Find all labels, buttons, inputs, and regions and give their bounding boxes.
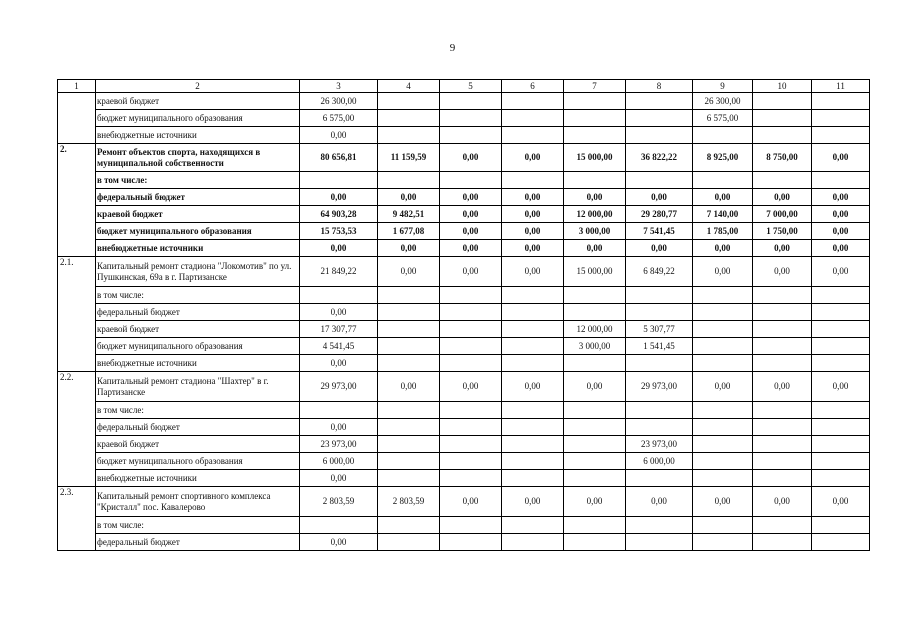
table-cell: 0,00 [564, 487, 626, 517]
table-cell [753, 172, 812, 189]
table-cell: 6 000,00 [300, 453, 378, 470]
table-cell [812, 470, 870, 487]
row-label: внебюджетные источники [96, 240, 300, 257]
table-row [58, 127, 870, 144]
table-cell: 0,00 [753, 240, 812, 257]
table-row [58, 470, 870, 487]
table-row [58, 436, 870, 453]
table-cell [378, 127, 440, 144]
row-index: 2.2. [58, 372, 96, 487]
table-row [58, 206, 870, 223]
table-cell [812, 304, 870, 321]
table-cell: 0,00 [502, 240, 564, 257]
table-row [58, 223, 870, 240]
column-header: 9 [693, 80, 753, 93]
table-cell [378, 436, 440, 453]
table-cell: 9 482,51 [378, 206, 440, 223]
row-label: краевой бюджет [96, 436, 300, 453]
row-label: бюджет муниципального образования [96, 453, 300, 470]
table-cell [753, 470, 812, 487]
table-cell: 0,00 [812, 206, 870, 223]
table-cell [502, 172, 564, 189]
row-label: краевой бюджет [96, 206, 300, 223]
table-cell [753, 321, 812, 338]
table-cell [693, 355, 753, 372]
row-label: краевой бюджет [96, 93, 300, 110]
table-cell: 0,00 [626, 189, 693, 206]
table-cell [693, 127, 753, 144]
row-label: бюджет муниципального образования [96, 110, 300, 127]
table-cell: 0,00 [812, 372, 870, 402]
table-row [58, 338, 870, 355]
table-cell [693, 470, 753, 487]
table-cell [440, 304, 502, 321]
table-cell [378, 402, 440, 419]
table-cell: 0,00 [626, 240, 693, 257]
header-row [58, 80, 870, 93]
column-header: 5 [440, 80, 502, 93]
table-cell [502, 110, 564, 127]
row-index: 2.1. [58, 257, 96, 372]
table-cell: 0,00 [300, 355, 378, 372]
table-cell [378, 419, 440, 436]
table-cell [564, 172, 626, 189]
table-cell: 64 903,28 [300, 206, 378, 223]
table-cell: 6 000,00 [626, 453, 693, 470]
table-cell [564, 419, 626, 436]
table-cell [812, 172, 870, 189]
table-cell: 0,00 [440, 257, 502, 287]
table-row [58, 321, 870, 338]
table-cell: 0,00 [378, 240, 440, 257]
table-cell: 36 822,22 [626, 144, 693, 172]
table-cell [300, 172, 378, 189]
table-cell: 23 973,00 [626, 436, 693, 453]
table-cell: 0,00 [564, 372, 626, 402]
table-cell: 0,00 [564, 240, 626, 257]
table-cell: 0,00 [812, 223, 870, 240]
row-label: Капитальный ремонт стадиона "Локомотив" по ул. Пушкинская, 69а в г. Партизанске [96, 257, 300, 287]
row-index: 2. [58, 144, 96, 257]
table-cell: 1 750,00 [753, 223, 812, 240]
table-cell [693, 534, 753, 551]
table-cell: 29 973,00 [300, 372, 378, 402]
table-cell: 6 849,22 [626, 257, 693, 287]
table-cell: 0,00 [378, 189, 440, 206]
table-cell [693, 402, 753, 419]
table-cell: 0,00 [693, 189, 753, 206]
table-cell: 0,00 [502, 223, 564, 240]
column-header: 6 [502, 80, 564, 93]
table-row [58, 240, 870, 257]
table-cell: 0,00 [753, 189, 812, 206]
table-cell [693, 436, 753, 453]
table-cell [626, 287, 693, 304]
table-cell: 0,00 [693, 372, 753, 402]
table-cell [440, 453, 502, 470]
row-index [58, 93, 96, 144]
table-cell [440, 287, 502, 304]
table-row [58, 453, 870, 470]
table-cell [693, 321, 753, 338]
table-cell: 0,00 [300, 534, 378, 551]
table-cell: 5 307,77 [626, 321, 693, 338]
table-cell [753, 304, 812, 321]
column-header: 2 [96, 80, 300, 93]
table-cell: 29 280,77 [626, 206, 693, 223]
table-cell [564, 453, 626, 470]
table-cell [693, 338, 753, 355]
row-label: внебюджетные источники [96, 470, 300, 487]
table-cell [502, 419, 564, 436]
table-cell: 7 541,45 [626, 223, 693, 240]
table-cell [440, 127, 502, 144]
column-header: 10 [753, 80, 812, 93]
table-row [58, 419, 870, 436]
table-cell [502, 436, 564, 453]
row-label: внебюджетные источники [96, 355, 300, 372]
table-cell: 0,00 [693, 240, 753, 257]
table-cell: 0,00 [300, 240, 378, 257]
table-cell: 0,00 [502, 206, 564, 223]
table-cell [502, 534, 564, 551]
table-cell [564, 304, 626, 321]
table-row [58, 93, 870, 110]
table-cell [300, 402, 378, 419]
table-cell: 0,00 [300, 189, 378, 206]
table-cell [626, 172, 693, 189]
table-cell: 0,00 [812, 487, 870, 517]
table-cell: 0,00 [626, 487, 693, 517]
table-cell: 0,00 [440, 487, 502, 517]
table-cell [378, 304, 440, 321]
table-cell [812, 127, 870, 144]
table-cell [502, 287, 564, 304]
table-cell [626, 470, 693, 487]
table-cell [753, 355, 812, 372]
table-cell [753, 287, 812, 304]
table-cell [812, 436, 870, 453]
table-cell: 15 753,53 [300, 223, 378, 240]
table-cell [502, 402, 564, 419]
table-cell [502, 355, 564, 372]
table-cell: 15 000,00 [564, 144, 626, 172]
table-cell [502, 338, 564, 355]
table-cell [440, 470, 502, 487]
table-cell [626, 110, 693, 127]
table-cell: 0,00 [440, 206, 502, 223]
table-cell: 1 541,45 [626, 338, 693, 355]
table-cell: 0,00 [502, 487, 564, 517]
table-cell: 0,00 [440, 240, 502, 257]
table-cell [440, 355, 502, 372]
table-cell: 3 000,00 [564, 223, 626, 240]
table-cell: 17 307,77 [300, 321, 378, 338]
table-cell [626, 127, 693, 144]
table-cell: 4 541,45 [300, 338, 378, 355]
table-cell [502, 93, 564, 110]
table-cell [812, 287, 870, 304]
column-header: 7 [564, 80, 626, 93]
table-cell: 0,00 [693, 487, 753, 517]
table-cell: 0,00 [502, 372, 564, 402]
table-cell: 0,00 [502, 144, 564, 172]
table-cell: 3 000,00 [564, 338, 626, 355]
table-cell [440, 419, 502, 436]
row-index: 2.3. [58, 487, 96, 551]
table-cell [440, 321, 502, 338]
table-cell [440, 436, 502, 453]
table-cell [378, 93, 440, 110]
table-cell [753, 534, 812, 551]
table-cell: 0,00 [440, 372, 502, 402]
table-cell: 11 159,59 [378, 144, 440, 172]
table-cell [626, 402, 693, 419]
table-cell: 0,00 [300, 127, 378, 144]
table-row [58, 257, 870, 287]
table-row [58, 355, 870, 372]
table-cell: 80 656,81 [300, 144, 378, 172]
column-header: 8 [626, 80, 693, 93]
row-label: федеральный бюджет [96, 419, 300, 436]
table-cell [812, 93, 870, 110]
table-cell [693, 517, 753, 534]
table-cell [693, 304, 753, 321]
table-cell: 1 677,08 [378, 223, 440, 240]
row-label: Ремонт объектов спорта, находящихся в муниципальной собственности [96, 144, 300, 172]
table-cell [753, 93, 812, 110]
table-cell: 23 973,00 [300, 436, 378, 453]
row-label: в том числе: [96, 172, 300, 189]
table-cell [564, 470, 626, 487]
table-row [58, 517, 870, 534]
table-row [58, 189, 870, 206]
table-cell [502, 453, 564, 470]
table-cell: 6 575,00 [693, 110, 753, 127]
table-cell: 29 973,00 [626, 372, 693, 402]
row-label: бюджет муниципального образования [96, 223, 300, 240]
table-cell: 0,00 [440, 189, 502, 206]
table-cell [812, 517, 870, 534]
table-cell [626, 355, 693, 372]
table-cell [378, 287, 440, 304]
table-cell [502, 470, 564, 487]
table-cell: 7 140,00 [693, 206, 753, 223]
table-cell [440, 110, 502, 127]
table-cell: 0,00 [812, 257, 870, 287]
table-cell [812, 110, 870, 127]
table-cell [693, 453, 753, 470]
column-header: 1 [58, 80, 96, 93]
table-cell [378, 338, 440, 355]
row-label: федеральный бюджет [96, 304, 300, 321]
table-cell [564, 110, 626, 127]
table-cell: 7 000,00 [753, 206, 812, 223]
table-cell [300, 517, 378, 534]
table-cell [753, 419, 812, 436]
table-cell: 0,00 [440, 223, 502, 240]
row-label: федеральный бюджет [96, 534, 300, 551]
table-cell [378, 534, 440, 551]
table-cell: 8 750,00 [753, 144, 812, 172]
row-label: Капитальный ремонт спортивного комплекса "Кристалл" пос. Кавалерово [96, 487, 300, 517]
table-cell: 2 803,59 [378, 487, 440, 517]
table-cell [812, 419, 870, 436]
table-cell [564, 127, 626, 144]
table-cell: 12 000,00 [564, 321, 626, 338]
table-cell [378, 470, 440, 487]
table-cell [564, 517, 626, 534]
column-header: 3 [300, 80, 378, 93]
row-label: внебюджетные источники [96, 127, 300, 144]
table-cell [378, 172, 440, 189]
table-cell: 0,00 [812, 144, 870, 172]
table-cell [440, 338, 502, 355]
table-cell: 0,00 [753, 372, 812, 402]
table-cell: 0,00 [812, 189, 870, 206]
table-cell: 0,00 [378, 257, 440, 287]
table-cell [626, 304, 693, 321]
table-cell: 0,00 [440, 144, 502, 172]
table-cell: 0,00 [753, 257, 812, 287]
table-cell [440, 93, 502, 110]
table-cell: 0,00 [812, 240, 870, 257]
table-cell [753, 453, 812, 470]
table-cell: 26 300,00 [300, 93, 378, 110]
row-label: в том числе: [96, 402, 300, 419]
table-cell [626, 419, 693, 436]
table-cell [502, 127, 564, 144]
table-cell: 0,00 [693, 257, 753, 287]
table-cell: 1 785,00 [693, 223, 753, 240]
table-cell [564, 93, 626, 110]
table-cell [564, 287, 626, 304]
table-cell [440, 172, 502, 189]
table-cell [753, 110, 812, 127]
table-row [58, 372, 870, 402]
table-row [58, 144, 870, 172]
table-cell [626, 517, 693, 534]
row-label: в том числе: [96, 517, 300, 534]
table-cell [502, 517, 564, 534]
table-cell [753, 402, 812, 419]
table-cell [812, 321, 870, 338]
table-cell [626, 534, 693, 551]
table-cell [753, 338, 812, 355]
table-cell: 2 803,59 [300, 487, 378, 517]
table-cell [812, 534, 870, 551]
table-cell [378, 321, 440, 338]
table-cell [693, 172, 753, 189]
budget-table [57, 79, 870, 551]
table-cell: 0,00 [502, 257, 564, 287]
table-cell [812, 402, 870, 419]
row-label: в том числе: [96, 287, 300, 304]
table-cell [753, 127, 812, 144]
table-cell: 21 849,22 [300, 257, 378, 287]
table-cell: 0,00 [378, 372, 440, 402]
table-cell: 0,00 [753, 487, 812, 517]
table-cell [564, 355, 626, 372]
table-cell [378, 517, 440, 534]
table-cell [378, 110, 440, 127]
table-cell [440, 517, 502, 534]
table-cell [440, 534, 502, 551]
table-row [58, 304, 870, 321]
table-cell: 0,00 [502, 189, 564, 206]
table-row [58, 110, 870, 127]
table-cell: 26 300,00 [693, 93, 753, 110]
table-cell: 8 925,00 [693, 144, 753, 172]
table-cell [300, 287, 378, 304]
table-cell [564, 436, 626, 453]
table-cell [378, 453, 440, 470]
table-cell [378, 355, 440, 372]
table-cell: 0,00 [564, 189, 626, 206]
table-cell [502, 321, 564, 338]
table-cell [812, 338, 870, 355]
table-cell: 0,00 [300, 304, 378, 321]
column-header: 11 [812, 80, 870, 93]
table-cell: 15 000,00 [564, 257, 626, 287]
table-cell: 0,00 [300, 470, 378, 487]
table-cell [753, 436, 812, 453]
table-cell [693, 419, 753, 436]
table-cell [626, 93, 693, 110]
table-cell [693, 287, 753, 304]
column-header: 4 [378, 80, 440, 93]
table-row [58, 487, 870, 517]
table-cell [812, 453, 870, 470]
row-label: бюджет муниципального образования [96, 338, 300, 355]
table-cell: 6 575,00 [300, 110, 378, 127]
table-row [58, 402, 870, 419]
row-label: краевой бюджет [96, 321, 300, 338]
row-label: Капитальный ремонт стадиона "Шахтер" в г. Партизанске [96, 372, 300, 402]
table-row [58, 534, 870, 551]
table-cell [564, 534, 626, 551]
table-cell [502, 304, 564, 321]
table-row [58, 172, 870, 189]
table-cell [564, 402, 626, 419]
row-label: федеральный бюджет [96, 189, 300, 206]
table-row [58, 287, 870, 304]
table-cell [753, 517, 812, 534]
page-number: 9 [449, 42, 456, 54]
table-cell: 12 000,00 [564, 206, 626, 223]
table-cell [812, 355, 870, 372]
table-cell: 0,00 [300, 419, 378, 436]
table-cell [440, 402, 502, 419]
